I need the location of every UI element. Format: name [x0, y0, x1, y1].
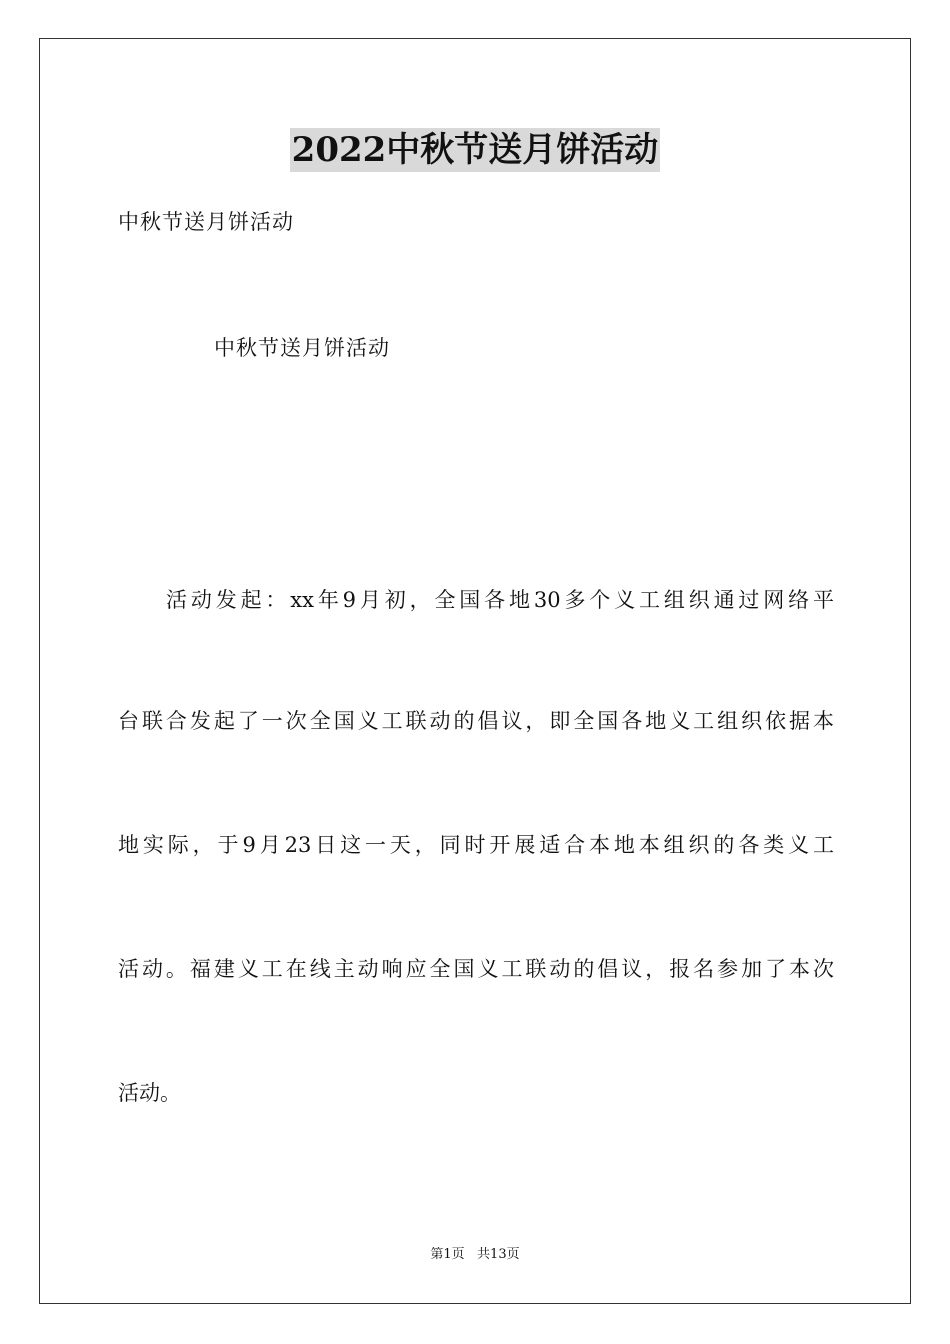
body-paragraph-line-3: 地实际，于9月23日这一天，同时开展适合本地本组织的各类义工: [118, 833, 834, 857]
document-title-text: 2022中秋节送月饼活动: [291, 130, 659, 170]
section-heading: 中秋节送月饼活动: [214, 336, 390, 360]
body-paragraph-line-5: 活动。: [118, 1081, 181, 1105]
body-paragraph-line-2: 台联合发起了一次全国义工联动的倡议，即全国各地义工组织依据本: [118, 709, 834, 733]
body-paragraph-line-1: 活动发起：xx年9月初，全国各地30多个义工组织通过网络平: [166, 588, 834, 612]
page-number-footer: 第1页 共13页: [430, 1247, 520, 1262]
document-title: [0, 126, 950, 174]
body-paragraph-line-4: 活动。福建义工在线主动响应全国义工联动的倡议，报名参加了本次: [118, 957, 834, 981]
document-subtitle: 中秋节送月饼活动: [118, 210, 294, 234]
